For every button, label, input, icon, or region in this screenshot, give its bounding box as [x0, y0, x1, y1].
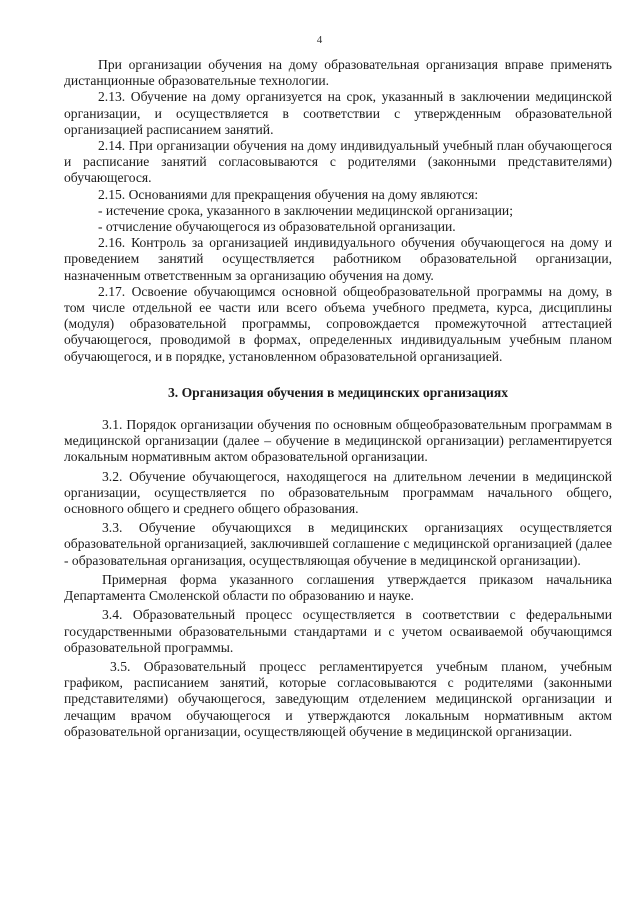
- paragraph-3-1: 3.1. Порядок организации обучения по основным общеобразовательным программам в медицинской организации (далее – обучение в медицинской организации) регламентируется локальным нормативным актом образовательной организации.: [64, 417, 612, 465]
- document-body: [64, 57, 612, 740]
- paragraph-3-2: 3.2. Обучение обучающегося, находящегося на длительном лечении в медицинской организации, осуществляется по образовательным программам начального общего, основного общего и среднего общего образования.: [64, 468, 612, 517]
- paragraph-2-16: 2.16. Контроль за организацией индивидуального обучения обучающегося на дому и проведением занятий осуществляется работником образовательной организации, назначенным ответственным за организацию обучения на дому.: [64, 235, 612, 283]
- paragraph-3-5: 3.5. Образовательный процесс регламентируется учебным планом, учебным графиком, расписанием занятий, которые согласовываются с родителями (законными представителями) обучающегося, заведующим отделением медицинской организации и лечащим врачом обучающегося и утверждаются локальным нормативным актом образовательной организации, осуществляющей обучение в медицинской организации.: [64, 658, 612, 739]
- paragraph-3-3: 3.3. Обучение обучающихся в медицинских организациях осуществляется образовательной организацией, заключившей соглашение с медицинской организацией (далее - образовательная организация, осуществляющая обучение в медицинской организации).: [64, 520, 612, 568]
- section-3-body: [64, 417, 612, 740]
- section-3-title: 3. Организация обучения в медицинских организациях: [167, 384, 509, 400]
- list-item-expulsion: - отчисление обучающегося из образовательной организации.: [98, 219, 456, 235]
- paragraph-agreement-form: Примерная форма указанного соглашения утверждается приказом начальника Департамента Смоленской области по образованию и науке.: [64, 571, 612, 604]
- paragraph-2-13: 2.13. Обучение на дому организуется на срок, указанный в заключении медицинской организации, и осуществляется в соответствии с утвержденным образовательной организацией расписанием занятий.: [64, 89, 612, 137]
- paragraph-2-17: 2.17. Освоение обучающимся основной общеобразовательной программы на дому, в том числе отдельной ее части или всего объема учебного предмета, курса, дисциплины (модуля) образовательной программы, сопровождается промежуточной аттестацией обучающегося, проводимой в формах, определенных индивидуальным учебным планом обучающегося, и в порядке, установленном образовательной организацией.: [64, 283, 612, 364]
- paragraph-distance-tech: При организации обучения на дому образовательная организация вправе применять дистанционные образовательные технологии.: [64, 57, 612, 89]
- paragraph-3-4: 3.4. Образовательный процесс осуществляется в соответствии с федеральными государственными образовательными стандартами и с учетом осваиваемой обучающимся образовательной программы.: [64, 607, 612, 655]
- paragraph-2-15: 2.15. Основаниями для прекращения обучения на дому являются:: [98, 186, 479, 202]
- list-item-term-expiry: - истечение срока, указанного в заключении медицинской организации;: [98, 202, 513, 218]
- paragraph-2-14: 2.14. При организации обучения на дому индивидуальный учебный план обучающегося и расписание занятий согласовываются с родителями (законными представителями) обучающегося.: [64, 138, 612, 186]
- page-number: 4: [316, 34, 323, 46]
